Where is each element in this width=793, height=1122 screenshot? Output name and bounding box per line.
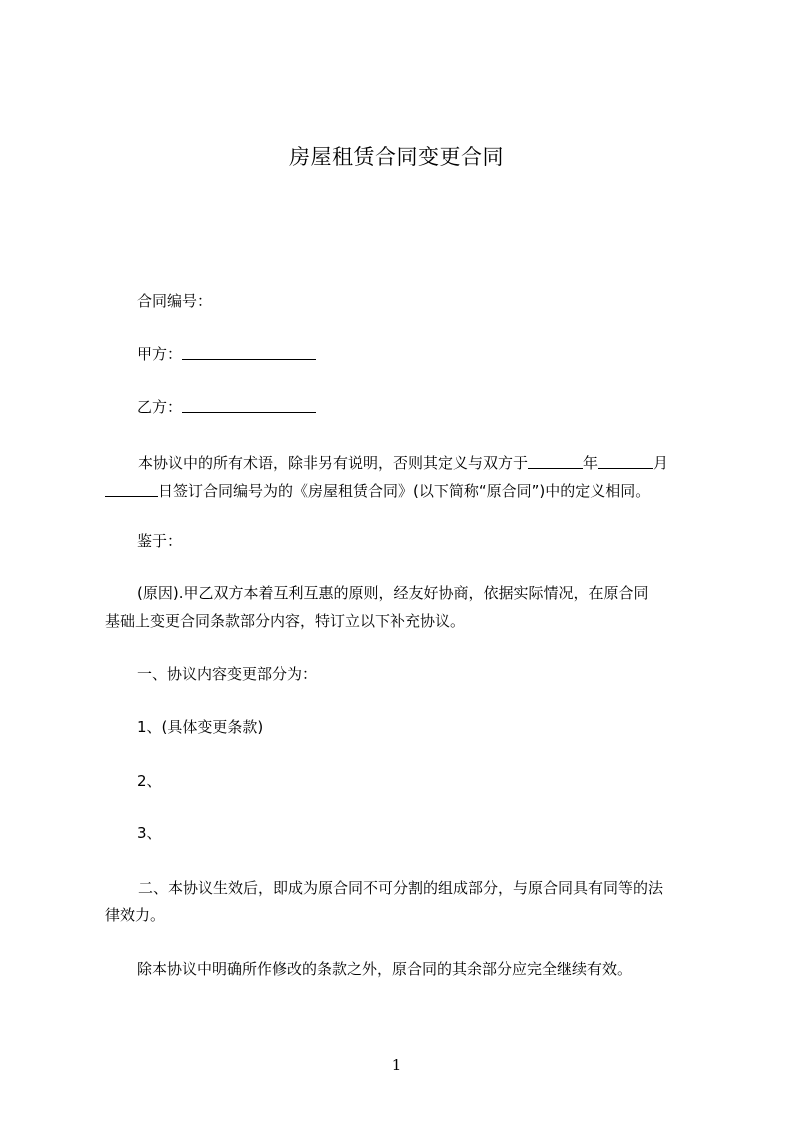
month-blank <box>598 453 653 469</box>
section-1-text: 一、协议内容变更部分为： <box>137 665 318 683</box>
reason-text-b: 基础上变更合同条款部分内容，特订立以下补充协议。 <box>105 612 466 630</box>
document-title: 房屋租赁合同变更合同 <box>289 145 504 169</box>
section-2-line-2 <box>105 901 705 929</box>
day-blank <box>105 481 158 497</box>
item-2 <box>105 767 737 795</box>
reason-paragraph-line-2 <box>105 607 705 635</box>
item-2-text: 2、 <box>137 772 162 790</box>
intro-text-a: 本协议中的所有术语，除非另有说明，否则其定义与双方于 <box>138 454 529 472</box>
section-2-text-b: 律效力。 <box>105 906 166 924</box>
page-number: 1 <box>391 1056 402 1074</box>
year-label: 年 <box>583 454 599 472</box>
item-1 <box>105 713 737 741</box>
item-3 <box>105 819 737 847</box>
closing-paragraph <box>105 955 737 983</box>
section-2-text-a: 二、本协议生效后，即成为原合同不可分割的组成部分，与原合同具有同等的法 <box>138 879 664 897</box>
item-3-text: 3、 <box>137 824 162 842</box>
party-b-line <box>105 393 737 421</box>
party-a-line <box>105 340 737 368</box>
reason-paragraph-line-1 <box>105 579 737 607</box>
party-b-blank <box>182 397 316 413</box>
party-b-label: 乙方： <box>137 398 183 416</box>
party-a-label: 甲方： <box>137 345 183 363</box>
closing-text: 除本协议中明确所作修改的条款之外，原合同的其余部分应完全继续有效。 <box>137 960 633 978</box>
reason-text-a: (原因).甲乙双方本着互利互惠的原则，经友好协商，依据实际情况，在原合同 <box>137 584 649 602</box>
intro-paragraph-line-1 <box>105 449 738 477</box>
party-a-blank <box>182 344 316 360</box>
section-2-line-1 <box>105 874 738 902</box>
whereas-heading <box>105 527 737 555</box>
intro-text-b: 日签订合同编号为的《房屋租赁合同》(以下简称“原合同”)中的定义相同。 <box>158 482 651 500</box>
month-label: 月 <box>653 454 669 472</box>
year-blank <box>528 453 583 469</box>
whereas-text: 鉴于： <box>137 532 183 550</box>
item-1-text: 1、(具体变更条款) <box>137 718 264 736</box>
section-1-heading <box>105 660 737 688</box>
contract-number-label: 合同编号： <box>137 292 213 310</box>
intro-paragraph-line-2 <box>105 477 705 505</box>
contract-number-line <box>105 287 737 315</box>
